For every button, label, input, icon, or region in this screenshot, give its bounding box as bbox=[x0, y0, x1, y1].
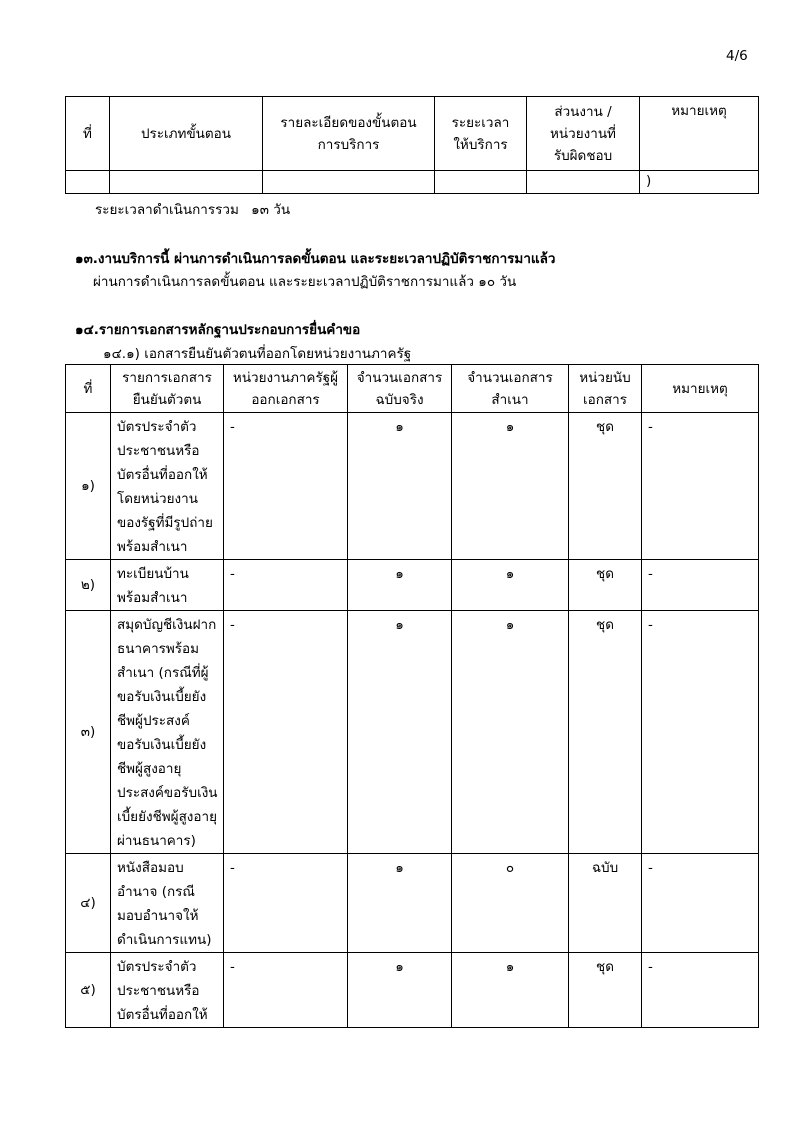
total-time-value: ๑๓ วัน bbox=[251, 202, 291, 218]
header-no: ที่ bbox=[66, 365, 111, 413]
row-original: ๑ bbox=[348, 611, 452, 854]
cell bbox=[527, 171, 640, 194]
row-doc: บัตรประจำตัว ประชาชนหรือ บัตรอื่นที่ออกให้ โดยหน่วยงาน ของรัฐที่มีรูปถ่าย พร้อมสำเนา bbox=[111, 413, 224, 560]
table-row bbox=[66, 413, 759, 560]
header-step-type: ประเภทขั้นตอน bbox=[110, 97, 263, 171]
row-note: - bbox=[642, 854, 759, 953]
row-doc: บัตรประจำตัว ประชาชนหรือ บัตรอื่นที่ออกให้ bbox=[111, 953, 224, 1028]
section-13-heading: ๑๓.งานบริการนี้ ผ่านการดำเนินการลดขั้นตอน และระยะเวลาปฏิบัติราชการมาแล้ว bbox=[75, 251, 556, 267]
process-table bbox=[65, 96, 759, 194]
row-no: ๕) bbox=[66, 953, 111, 1028]
row-copy: ๑ bbox=[452, 611, 569, 854]
table-row bbox=[66, 953, 759, 1028]
row-note: - bbox=[642, 611, 759, 854]
row-no: ๒) bbox=[66, 560, 111, 611]
header-remark: หมายเหตุ bbox=[640, 97, 759, 171]
header-original-count: จำนวนเอกสาร ฉบับจริง bbox=[348, 365, 452, 413]
table-row bbox=[66, 854, 759, 953]
header-step-detail: รายละเอียดของขั้นตอน การบริการ bbox=[263, 97, 435, 171]
row-doc: สมุดบัญชีเงินฝาก ธนาคารพร้อม สำเนา (กรณีที่ผู้ ขอรับเงินเบี้ยยัง ชีพผู้ประสงค์ ขอรับเงินเบี้ยยัง ชีพผู้สูงอายุ ประสงค์ขอรับเงิน เบี้ยยังชีพผู้สูงอายุ ผ่านธนาคาร) bbox=[111, 611, 224, 854]
row-no: ๔) bbox=[66, 854, 111, 953]
row-original: ๑ bbox=[348, 953, 452, 1028]
row-unit: ชุด bbox=[569, 560, 642, 611]
row-copy: ๑ bbox=[452, 413, 569, 560]
row-unit: ชุด bbox=[569, 953, 642, 1028]
row-note: - bbox=[642, 413, 759, 560]
header-issuing-agency: หน่วยงานภาครัฐผู้ ออกเอกสาร bbox=[224, 365, 348, 413]
row-copy: ๑ bbox=[452, 953, 569, 1028]
row-note: - bbox=[642, 953, 759, 1028]
total-time-label: ระยะเวลาดำเนินการรวม bbox=[95, 202, 239, 218]
header-responsible: ส่วนงาน / หน่วยงานที่ รับผิดชอบ bbox=[527, 97, 640, 171]
row-unit: ชุด bbox=[569, 413, 642, 560]
row-unit: ชุด bbox=[569, 611, 642, 854]
row-doc: ทะเบียนบ้าน พร้อมสำเนา bbox=[111, 560, 224, 611]
section-14-sub: ๑๔.๑) เอกสารยืนยันตัวตนที่ออกโดยหน่วยงานภาครัฐ bbox=[103, 346, 412, 362]
row-original: ๑ bbox=[348, 854, 452, 953]
row-unit: ฉบับ bbox=[569, 854, 642, 953]
row-original: ๑ bbox=[348, 560, 452, 611]
row-doc: หนังสือมอบ อำนาจ (กรณี มอบอำนาจให้ ดำเนินการแทน) bbox=[111, 854, 224, 953]
cell bbox=[263, 171, 435, 194]
page-number: 4/6 bbox=[726, 48, 748, 64]
section-14-heading: ๑๔.รายการเอกสารหลักฐานประกอบการยื่นคำขอ bbox=[75, 322, 361, 338]
cell: ) bbox=[640, 171, 759, 194]
row-copy: ๑ bbox=[452, 560, 569, 611]
header-remark: หมายเหตุ bbox=[642, 365, 759, 413]
row-no: ๑) bbox=[66, 413, 111, 560]
section-13-text: ผ่านการดำเนินการลดขั้นตอน และระยะเวลาปฏิบัติราชการมาแล้ว ๑๐ วัน bbox=[93, 274, 517, 290]
header-no: ที่ bbox=[66, 97, 110, 171]
header-unit: หน่วยนับ เอกสาร bbox=[569, 365, 642, 413]
row-agency: - bbox=[224, 953, 348, 1028]
row-agency: - bbox=[224, 611, 348, 854]
table-row bbox=[66, 611, 759, 854]
cell bbox=[110, 171, 263, 194]
cell bbox=[66, 171, 110, 194]
row-agency: - bbox=[224, 413, 348, 560]
header-duration: ระยะเวลา ให้บริการ bbox=[435, 97, 527, 171]
documents-table bbox=[65, 364, 759, 1028]
row-original: ๑ bbox=[348, 413, 452, 560]
cell bbox=[435, 171, 527, 194]
row-note: - bbox=[642, 560, 759, 611]
total-time bbox=[95, 198, 290, 220]
table-row bbox=[66, 560, 759, 611]
row-agency: - bbox=[224, 854, 348, 953]
header-doc-name: รายการเอกสาร ยืนยันตัวตน bbox=[111, 365, 224, 413]
row-no: ๓) bbox=[66, 611, 111, 854]
row-copy: ๐ bbox=[452, 854, 569, 953]
row-agency: - bbox=[224, 560, 348, 611]
header-copy-count: จำนวนเอกสาร สำเนา bbox=[452, 365, 569, 413]
